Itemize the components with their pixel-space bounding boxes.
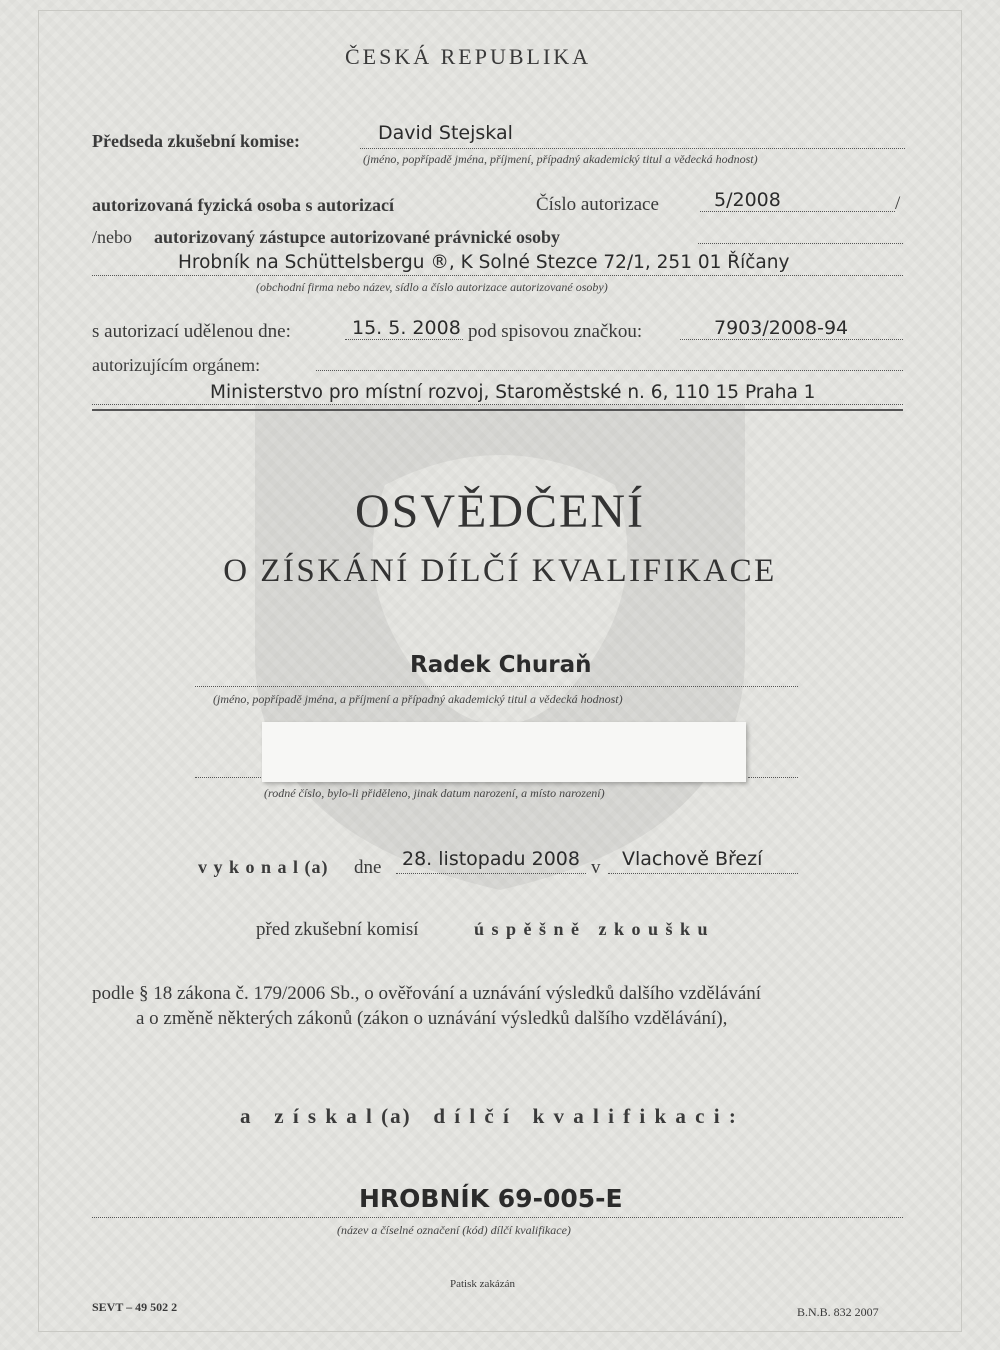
holder-name-caption: (jméno, popřípadě jména, a příjmení a případný akademický titul a vědecká hodnost) (213, 692, 623, 706)
authority-label: autorizujícím orgánem: (92, 355, 261, 375)
holder-name-line (195, 686, 798, 687)
file-number-line (680, 339, 903, 340)
authority-line-top (316, 370, 903, 371)
success-text: ú s p ě š n ě z k o u š k u (474, 919, 710, 939)
birth-line-right (748, 777, 798, 778)
authorization-number-value: 5/2008 (714, 189, 781, 211)
company-caption: (obchodní firma nebo název, sídlo a číslo autorizace autorizované osoby) (256, 280, 608, 294)
authority-value: Ministerstvo pro místní rozvoj, Staroměstské n. 6, 110 15 Praha 1 (210, 382, 816, 403)
certificate-subtitle: O ZÍSKÁNÍ DÍLČÍ KVALIFIKACE (223, 553, 777, 589)
company-line (92, 275, 903, 276)
granted-label: s autorizací udělenou dne: (92, 321, 291, 342)
qualification-caption: (název a číselné označení (kód) dílčí kvalifikace) (337, 1223, 571, 1237)
obtained-qualification-text: a z í s k a l (a) d í l č í k v a l i f i k a c i : (240, 1104, 738, 1128)
footer-printer-code: B.N.B. 832 2007 (797, 1305, 879, 1319)
qualification-value: HROBNÍK 69-005-E (359, 1184, 623, 1213)
exam-date-value: 28. listopadu 2008 (402, 848, 580, 870)
exam-date-line (396, 873, 586, 874)
exam-place-prefix: v (591, 857, 601, 878)
chairman-caption: (jméno, popřípadě jména, příjmení, případný akademický titul a vědecká hodnost) (363, 152, 758, 166)
birth-caption: (rodné číslo, bylo-li přiděleno, jinak datum narození, a místo narození) (264, 786, 605, 800)
representative-prefix: /nebo (92, 227, 132, 247)
footer-form-code: SEVT – 49 502 2 (92, 1300, 178, 1314)
exam-date-prefix: dne (354, 857, 382, 878)
birth-line-left (195, 777, 261, 778)
file-number-value: 7903/2008-94 (714, 317, 849, 339)
authorization-number-label: Číslo autorizace (536, 194, 659, 215)
chairman-value: David Stejskal (378, 122, 513, 144)
before-committee-text: před zkušební komisí (256, 919, 419, 940)
law-line-1: podle § 18 zákona č. 179/2006 Sb., o ověřování a uznávání výsledků dalšího vzdělávání (92, 983, 762, 1004)
holder-name: Radek Churaň (410, 652, 592, 678)
authorized-person-label: autorizovaná fyzická osoba s autorizací (92, 195, 394, 215)
header-rule (92, 409, 903, 411)
state-emblem-watermark (235, 395, 765, 895)
footer-print-note: Patisk zakázán (450, 1278, 516, 1290)
authority-line (92, 404, 903, 405)
authorization-slash: / (895, 193, 901, 214)
representative-label: autorizovaný zástupce autorizované právnické osoby (154, 227, 560, 247)
company-value: Hrobník na Schüttelsbergu ®, K Solné Stezce 72/1, 251 01 Říčany (178, 252, 790, 273)
representative-line (698, 243, 903, 244)
exam-place-value: Vlachově Březí (622, 848, 763, 870)
granted-value: 15. 5. 2008 (352, 317, 461, 339)
law-line-2: a o změně některých zákonů (zákon o uznávání výsledků dalšího vzdělávání), (136, 1008, 728, 1029)
redacted-birth-info (262, 722, 746, 782)
certificate-title: OSVĚDČENÍ (355, 485, 645, 538)
qualification-line (92, 1217, 903, 1218)
chairman-dotted-line (360, 148, 905, 149)
country-heading: ČESKÁ REPUBLIKA (345, 44, 592, 69)
exam-place-line (608, 873, 798, 874)
performed-label: v y k o n a l (a) (198, 857, 329, 877)
granted-line (345, 339, 463, 340)
authorization-number-line (700, 211, 895, 212)
chairman-label: Předseda zkušební komise: (92, 131, 301, 151)
file-number-label: pod spisovou značkou: (468, 321, 643, 342)
